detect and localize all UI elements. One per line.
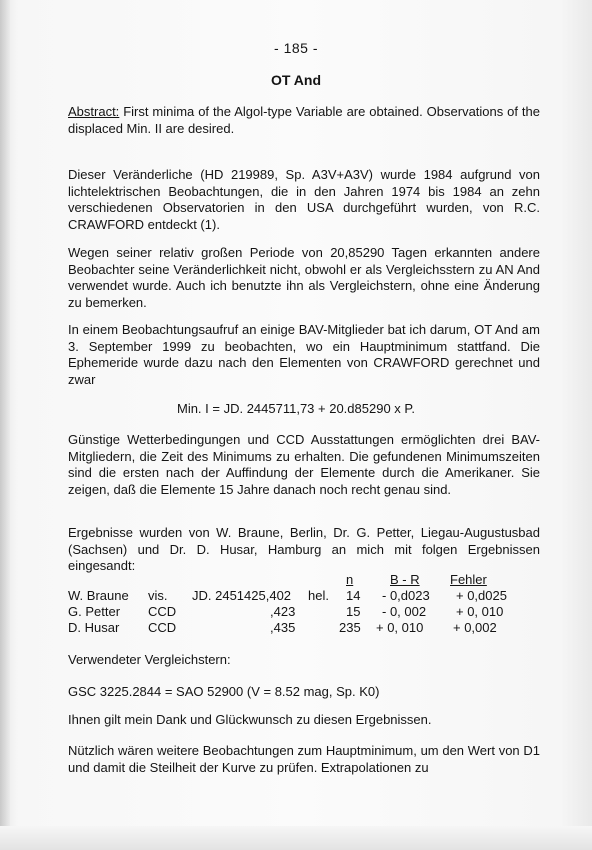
page-bottom-shadow <box>0 826 592 850</box>
abstract-label: Abstract: <box>68 104 120 119</box>
table-row-jd: ,435 <box>270 620 296 635</box>
table-header-error: Fehler <box>450 572 487 587</box>
paragraph-thanks: Ihnen gilt mein Dank und Glückwunsch zu diesen Ergebnissen. <box>68 712 432 727</box>
abstract <box>68 104 540 137</box>
table-row-error: + 0,002 <box>453 620 497 635</box>
table-header-n: n <box>346 572 354 587</box>
paragraph-observers: Ergebnisse wurden von W. Braune, Berlin, Dr. G. Petter, Liegau-Augustusbad (Sachsen) und Dr. D. Husar, Hamburg an mich mit folgen Ergebnissen eingesandt: <box>68 525 540 573</box>
table-row-observer: W. Braune <box>68 588 129 603</box>
formula-text: Min. I = JD. 2445711,73 + 20.d85290 x P. <box>176 401 416 416</box>
table-row-error: + 0,d025 <box>456 588 507 603</box>
page-number: - 185 - <box>274 40 318 56</box>
paragraph-observation-call: In einem Beobachtungsaufruf an einige BAV-Mitglieder bat ich darum, OT And am 3. September 1999 zu beobachten, wo ein Hauptminimum stattfand. Die Ephemeride wurde dazu nach den Elementen von CRAWFORD gerechnet und zwar <box>68 322 540 387</box>
paragraph-further-observations: Nützlich wären weitere Beobachtungen zum Hauptminimum, um den Wert von D1 und damit die Steilheit der Kurve zu prüfen. Extrapolationen zu <box>68 743 540 775</box>
table-row-n: 235 <box>339 620 361 635</box>
table-row-suffix: hel. <box>308 588 329 603</box>
table-row-n: 14 <box>346 588 361 603</box>
table-row-b-r: + 0, 010 <box>376 620 424 635</box>
table-row-jd: JD. 2451425,402 <box>192 588 292 603</box>
table-row-jd: ,423 <box>270 604 296 619</box>
table-row-method: vis. <box>148 588 168 603</box>
page-left-shadow <box>0 0 10 850</box>
table-row-b-r: - 0,d023 <box>382 588 430 603</box>
table-row-method: CCD <box>148 620 177 635</box>
ephemeris-formula <box>0 401 592 416</box>
table-row-method: CCD <box>148 604 177 619</box>
article-title: OT And <box>270 72 322 88</box>
paragraph-comparison-star: GSC 3225.2844 = SAO 52900 (V = 8.52 mag, Sp. K0) <box>68 684 380 699</box>
abstract-text: First minima of the Algol-type Variable are obtained. Observations of the displaced Min. II are desired. <box>68 104 540 136</box>
table-row-n: 15 <box>346 604 361 619</box>
table-row-error: + 0, 010 <box>456 604 504 619</box>
paragraph-comparison-star-label: Verwendeter Vergleichstern: <box>68 652 231 667</box>
paragraph-discovery: Dieser Veränderliche (HD 219989, Sp. A3V+A3V) wurde 1984 aufgrund von lichtelektrischen Beobachtungen, die in den Jahren 1974 bis 1984 an zehn verschiedenen Observatorien in den USA durchgeführt wurden, von R.C. CRAWFORD entdeckt (1). <box>68 167 540 232</box>
table-row-b-r: - 0, 002 <box>382 604 427 619</box>
table-header-b-r: B - R <box>390 572 420 587</box>
table-row-observer: D. Husar <box>68 620 120 635</box>
table-row-observer: G. Petter <box>68 604 121 619</box>
paragraph-period: Wegen seiner relativ großen Periode von 20,85290 Tagen erkannten andere Beobachter seine Veränderlichkeit nicht, obwohl er als Vergleichsstern zu AN And verwendet wurde. Auch ich benutzte ihn als Vergleichstern, ohne eine Änderung zu bemerken. <box>68 245 540 310</box>
paragraph-results-intro: Günstige Wetterbedingungen und CCD Ausstattungen ermöglichten drei BAV-Mitgliedern, die Zeit des Minimums zu erhalten. Die gefundenen Minimumszeiten sind die ersten nach der Auffindung der Elemente durch die Amerikaner. Sie zeigen, daß die Elemente 15 Jahre danach noch recht genau sind. <box>68 432 540 497</box>
